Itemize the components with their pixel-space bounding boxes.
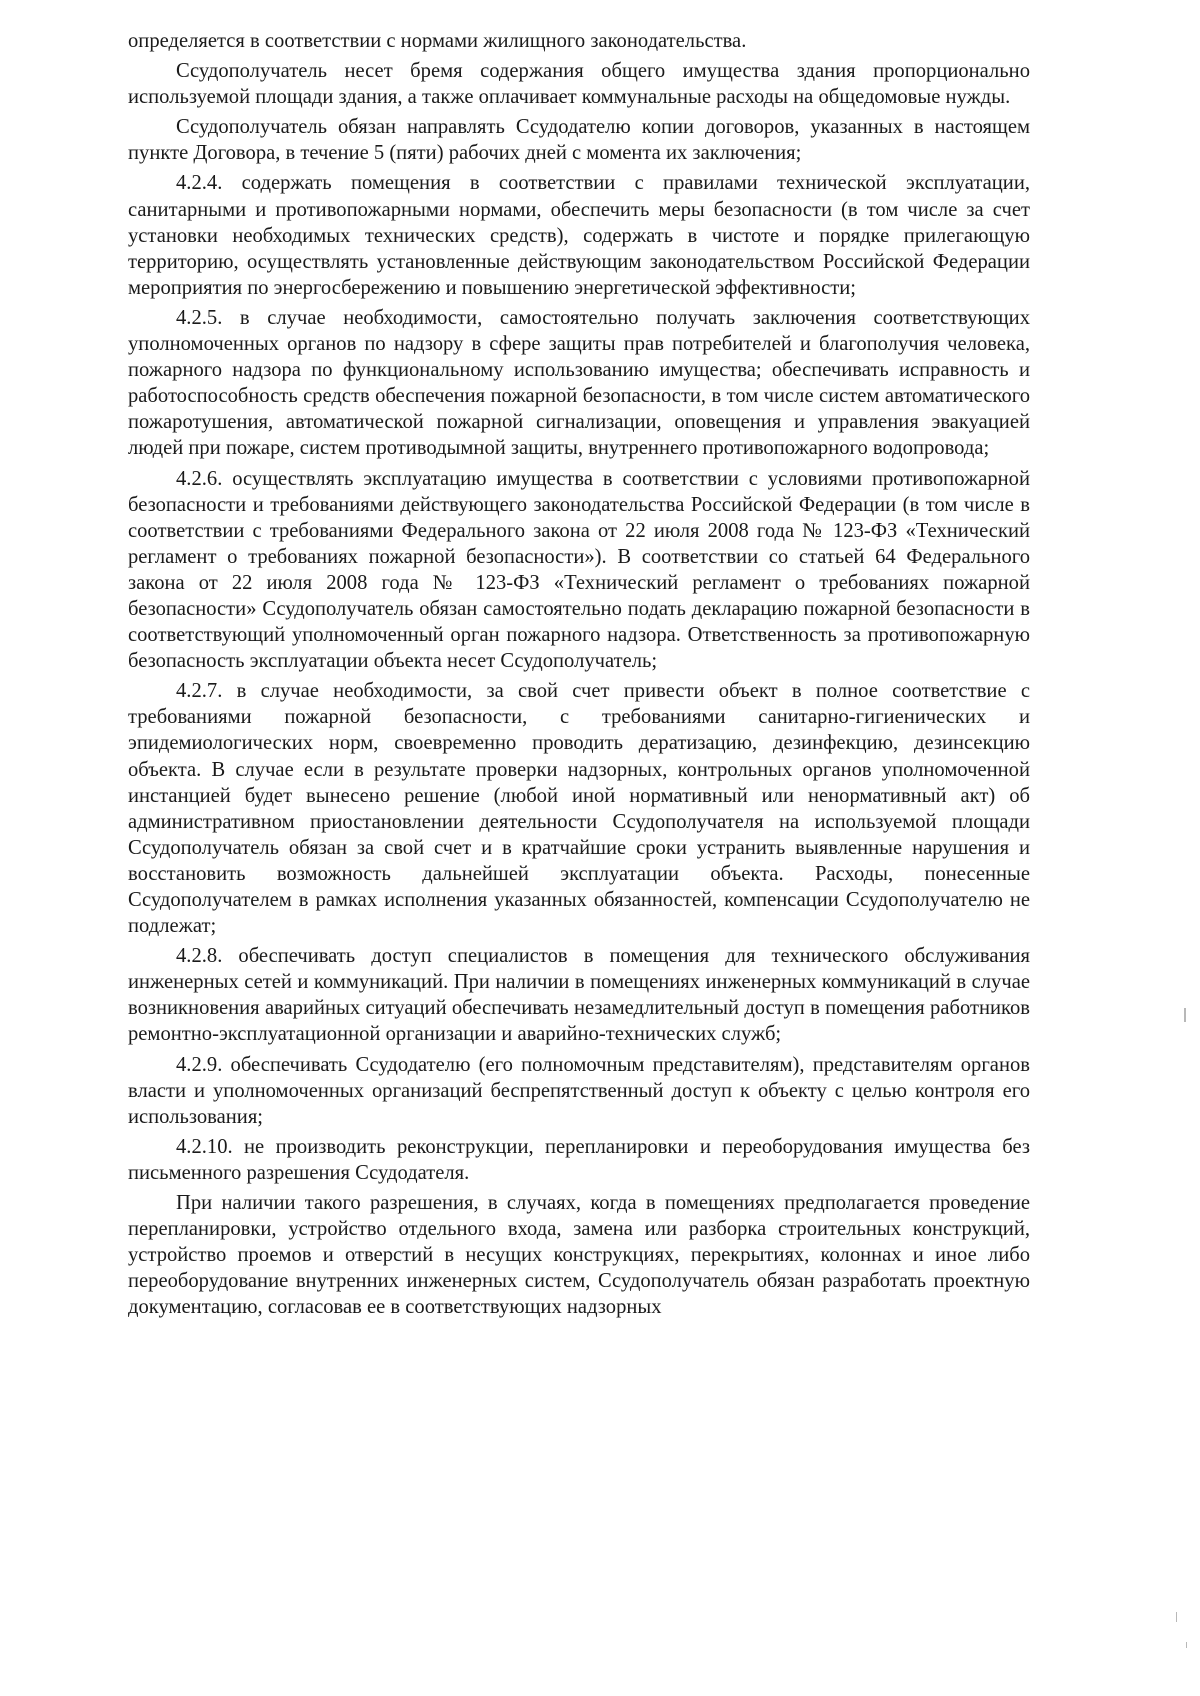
paragraph-continuation: определяется в соответствии с нормами жилищного законодательства. [128, 30, 747, 52]
scan-mark [1184, 1008, 1186, 1022]
scan-mark [1176, 1612, 1177, 1622]
paragraph-4-2-9: 4.2.9. обеспечивать Ссудодателю (его полномочным представителям), представителям органов власти и уполномоченных организаций беспрепятственный доступ к объекту с целью контроля его использования; [128, 1053, 1030, 1128]
paragraph-4-2-4: 4.2.4. содержать помещения в соответствии с правилами технической эксплуатации, санитарными и противопожарными нормами, обеспечить меры безопасности (в том числе за счет установки необходимых технических средств), содержать в чистоте и порядке прилегающую территорию, осуществлять установленные действующим законодательством Российской Федерации мероприятия по энергосбережению и повышению энергетической эффективности; [128, 172, 1030, 299]
paragraph-contract-copies: Ссудополучатель обязан направлять Ссудодателю копии договоров, указанных в настоящем пункте Договора, в течение 5 (пяти) рабочих дней с момента их заключения; [128, 116, 1030, 165]
paragraph-permission-conditions: При наличии такого разрешения, в случаях, когда в помещениях предполагается проведение перепланировки, устройство отдельного входа, замена или разборка строительных конструкций, устройство проемов и отверстий в несущих конструкциях, перекрытиях, колоннах и иное либо переоборудование внутренних инженерных систем, Ссудополучатель обязан разработать проектную документацию, согласовав ее в соответствующих надзорных [128, 1192, 1030, 1319]
scan-mark [1186, 1642, 1187, 1648]
paragraph-4-2-7: 4.2.7. в случае необходимости, за свой счет привести объект в полное соответствие с требованиями пожарной безопасности, с требованиями санитарно-гигиенических и эпидемиологических норм, своевременно проводить дератизацию, дезинфекцию, дезинсекцию объекта. В случае если в результате проверки надзорных, контрольных органов уполномоченной инстанцией будет вынесено решение (любой иной нормативный или ненормативный акт) об административном приостановлении деятельности Ссудополучателя на используемой площади Ссудополучатель обязан за свой счет и в кратчайшие сроки устранить выявленные нарушения и восстановить возможность дальнейшей эксплуатации объекта. Расходы, понесенные Ссудополучателем в рамках исполнения указанных обязанностей, компенсации Ссудополучателю не подлежат; [128, 680, 1030, 938]
paragraph-maintenance-burden: Ссудополучатель несет бремя содержания общего имущества здания пропорционально используемой площади здания, а также оплачивает коммунальные расходы на общедомовые нужды. [128, 60, 1030, 109]
paragraph-4-2-5: 4.2.5. в случае необходимости, самостоятельно получать заключения соответствующих уполномоченных органов по надзору в сфере защиты прав потребителей и благополучия человека, пожарного надзора по функциональному использованию имущества; обеспечивать исправность и работоспособность средств обеспечения пожарной безопасности, в том числе систем автоматического пожаротушения, автоматической пожарной сигнализации, оповещения и управления эвакуацией людей при пожаре, систем противодымной защиты, внутреннего противопожарного водопровода; [128, 306, 1030, 460]
paragraph-4-2-8: 4.2.8. обеспечивать доступ специалистов в помещения для технического обслуживания инженерных сетей и коммуникаций. При наличии в помещениях инженерных коммуникаций в случае возникновения аварийных ситуаций обеспечивать незамедлительный доступ в помещения работников ремонтно-эксплуатационной организации и аварийно-технических служб; [128, 945, 1030, 1046]
paragraph-4-2-10: 4.2.10. не производить реконструкции, перепланировки и переоборудования имущества без письменного разрешения Ссудодателя. [128, 1135, 1030, 1184]
paragraph-4-2-6: 4.2.6. осуществлять эксплуатацию имущества в соответствии с условиями противопожарной безопасности и требованиями действующего законодательства Российской Федерации (в том числе в соответствии с требованиями Федерального закона от 22 июля 2008 года № 123-ФЗ «Технический регламент о требованиях пожарной безопасности»). В соответствии со статьей 64 Федерального закона от 22 июля 2008 года № 123-ФЗ «Технический регламент о требованиях пожарной безопасности» Ссудополучатель обязан самостоятельно подать декларацию пожарной безопасности в соответствующий уполномоченный орган пожарного надзора. Ответственность за противопожарную безопасность эксплуатации объекта несет Ссудополучатель; [128, 467, 1030, 673]
document-body [128, 28, 1030, 1325]
